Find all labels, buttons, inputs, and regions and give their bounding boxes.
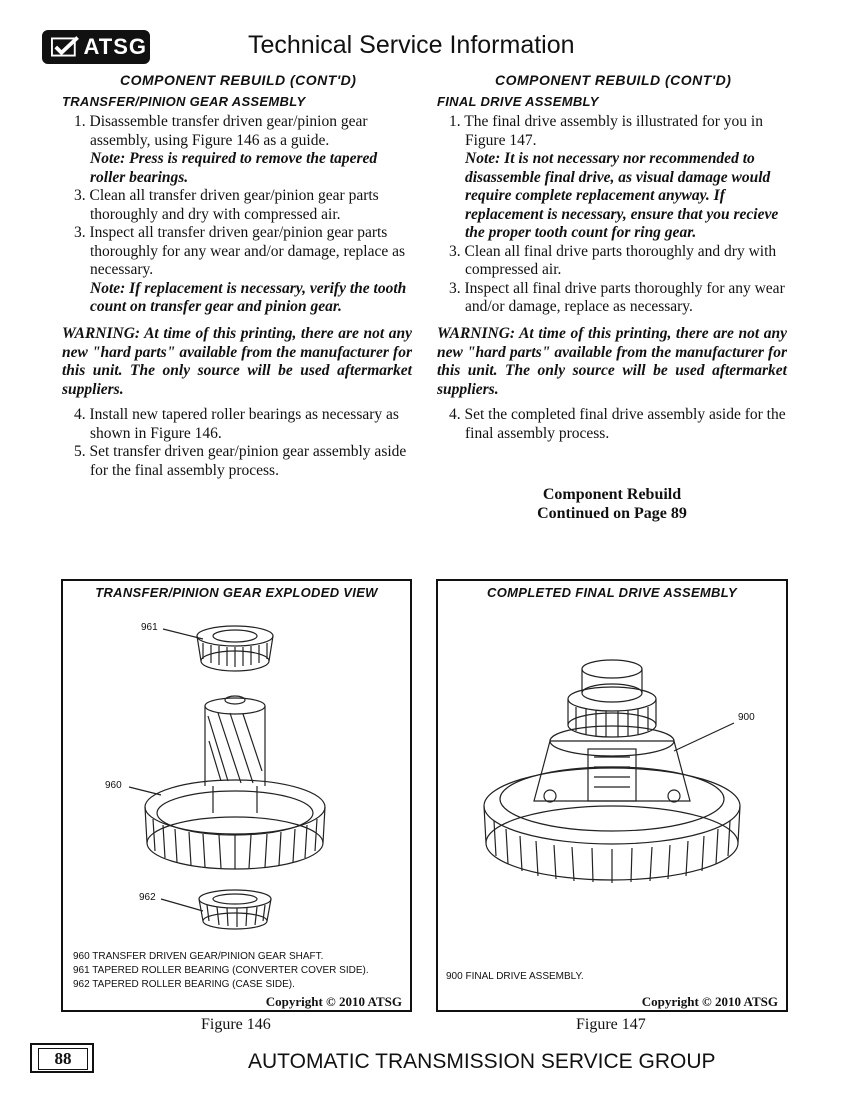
- right-warning: WARNING: At time of this printing, there are not any new "hard parts" available from the manufacturer for this unit. The only source will be used aftermarket suppliers.: [437, 325, 787, 398]
- continued-line-2: Continued on Page 89: [537, 505, 687, 522]
- callout-900: 900: [738, 712, 755, 723]
- callout-960: 960: [105, 780, 122, 791]
- page-number: 88: [38, 1048, 88, 1070]
- figure-147-caption: Figure 147: [576, 1016, 646, 1033]
- list-item: 1. Disassemble transfer driven gear/pinion gear assembly, using Figure 146 as a guide.: [74, 113, 368, 149]
- figure-146-caption: Figure 146: [201, 1016, 271, 1033]
- legend-item: 960 TRANSFER DRIVEN GEAR/PINION GEAR SHAFT.: [73, 951, 324, 962]
- callout-962: 962: [139, 892, 156, 903]
- right-column-text: [437, 113, 787, 317]
- list-item: 3. Inspect all transfer driven gear/pinion gear parts thoroughly for any wear and/or damage, replace as necessary.: [74, 224, 406, 278]
- list-item: 5. Set transfer driven gear/pinion gear assembly aside for the final assembly process.: [74, 443, 407, 479]
- left-column-text-2: [62, 406, 412, 480]
- left-subsection-heading: TRANSFER/PINION GEAR ASSEMBLY: [62, 94, 306, 109]
- figure-146-title: TRANSFER/PINION GEAR EXPLODED VIEW: [95, 585, 378, 600]
- figure-147-title: COMPLETED FINAL DRIVE ASSEMBLY: [487, 585, 737, 600]
- list-item: 3. Clean all transfer driven gear/pinion gear parts thoroughly and dry with compressed air.: [74, 187, 379, 223]
- legend-item: 962 TAPERED ROLLER BEARING (CASE SIDE).: [73, 979, 295, 990]
- legend-item: 900 FINAL DRIVE ASSEMBLY.: [446, 971, 584, 982]
- list-item: 3. Inspect all final drive parts thoroughly for any wear and/or damage, replace as necessary.: [449, 279, 785, 315]
- continued-line-1: Component Rebuild: [542, 486, 682, 503]
- checkmark-logo-icon: [51, 35, 80, 59]
- callout-961: 961: [141, 622, 158, 633]
- list-item: 4. Set the completed final drive assembly aside for the final assembly process.: [449, 406, 786, 442]
- footer-org: AUTOMATIC TRANSMISSION SERVICE GROUP: [248, 1050, 716, 1073]
- figure-146-box: [61, 579, 412, 1012]
- continued-note: [437, 485, 787, 523]
- atsg-logo: [42, 30, 150, 64]
- right-section-heading: COMPONENT REBUILD (CONT'D): [495, 72, 732, 88]
- transfer-gear-exploded-drawing: [63, 581, 410, 1010]
- final-drive-drawing: [438, 581, 786, 1010]
- figure-147-copyright: Copyright © 2010 ATSG: [641, 994, 778, 1009]
- logo-text: ATSG: [83, 34, 147, 59]
- right-subsection-heading: FINAL DRIVE ASSEMBLY: [437, 94, 599, 109]
- page-number-box: [30, 1043, 94, 1073]
- right-column-text-2: [437, 406, 787, 443]
- figure-147-legend: [446, 970, 584, 984]
- note: Note: Press is required to remove the tapered roller bearings.: [90, 150, 378, 186]
- note: Note: It is not necessary nor recommended to disassemble final drive, as visual damage would require complete replacement anyway. If replacement is necessary, ensure that you recieve the proper tooth count for ring gear.: [465, 150, 779, 241]
- left-column-text: [62, 113, 412, 317]
- figure-146-legend: [73, 950, 369, 992]
- figure-146-copyright: Copyright © 2010 ATSG: [265, 994, 402, 1009]
- list-item: 3. Clean all final drive parts thoroughly and dry with compressed air.: [449, 242, 777, 278]
- page-title: Technical Service Information: [248, 31, 575, 59]
- left-section-heading: COMPONENT REBUILD (CONT'D): [120, 72, 357, 88]
- left-warning: WARNING: At time of this printing, there are not any new "hard parts" available from the manufacturer for this unit. The only source will be used aftermarket suppliers.: [62, 325, 412, 398]
- list-item: 4. Install new tapered roller bearings as necessary as shown in Figure 146.: [74, 406, 399, 442]
- note: Note: If replacement is necessary, verify the tooth count on transfer gear and pinion gear.: [90, 279, 407, 315]
- figure-147-box: [436, 579, 788, 1012]
- legend-item: 961 TAPERED ROLLER BEARING (CONVERTER COVER SIDE).: [73, 965, 369, 976]
- list-item: 1. The final drive assembly is illustrated for you in Figure 147.: [449, 113, 763, 149]
